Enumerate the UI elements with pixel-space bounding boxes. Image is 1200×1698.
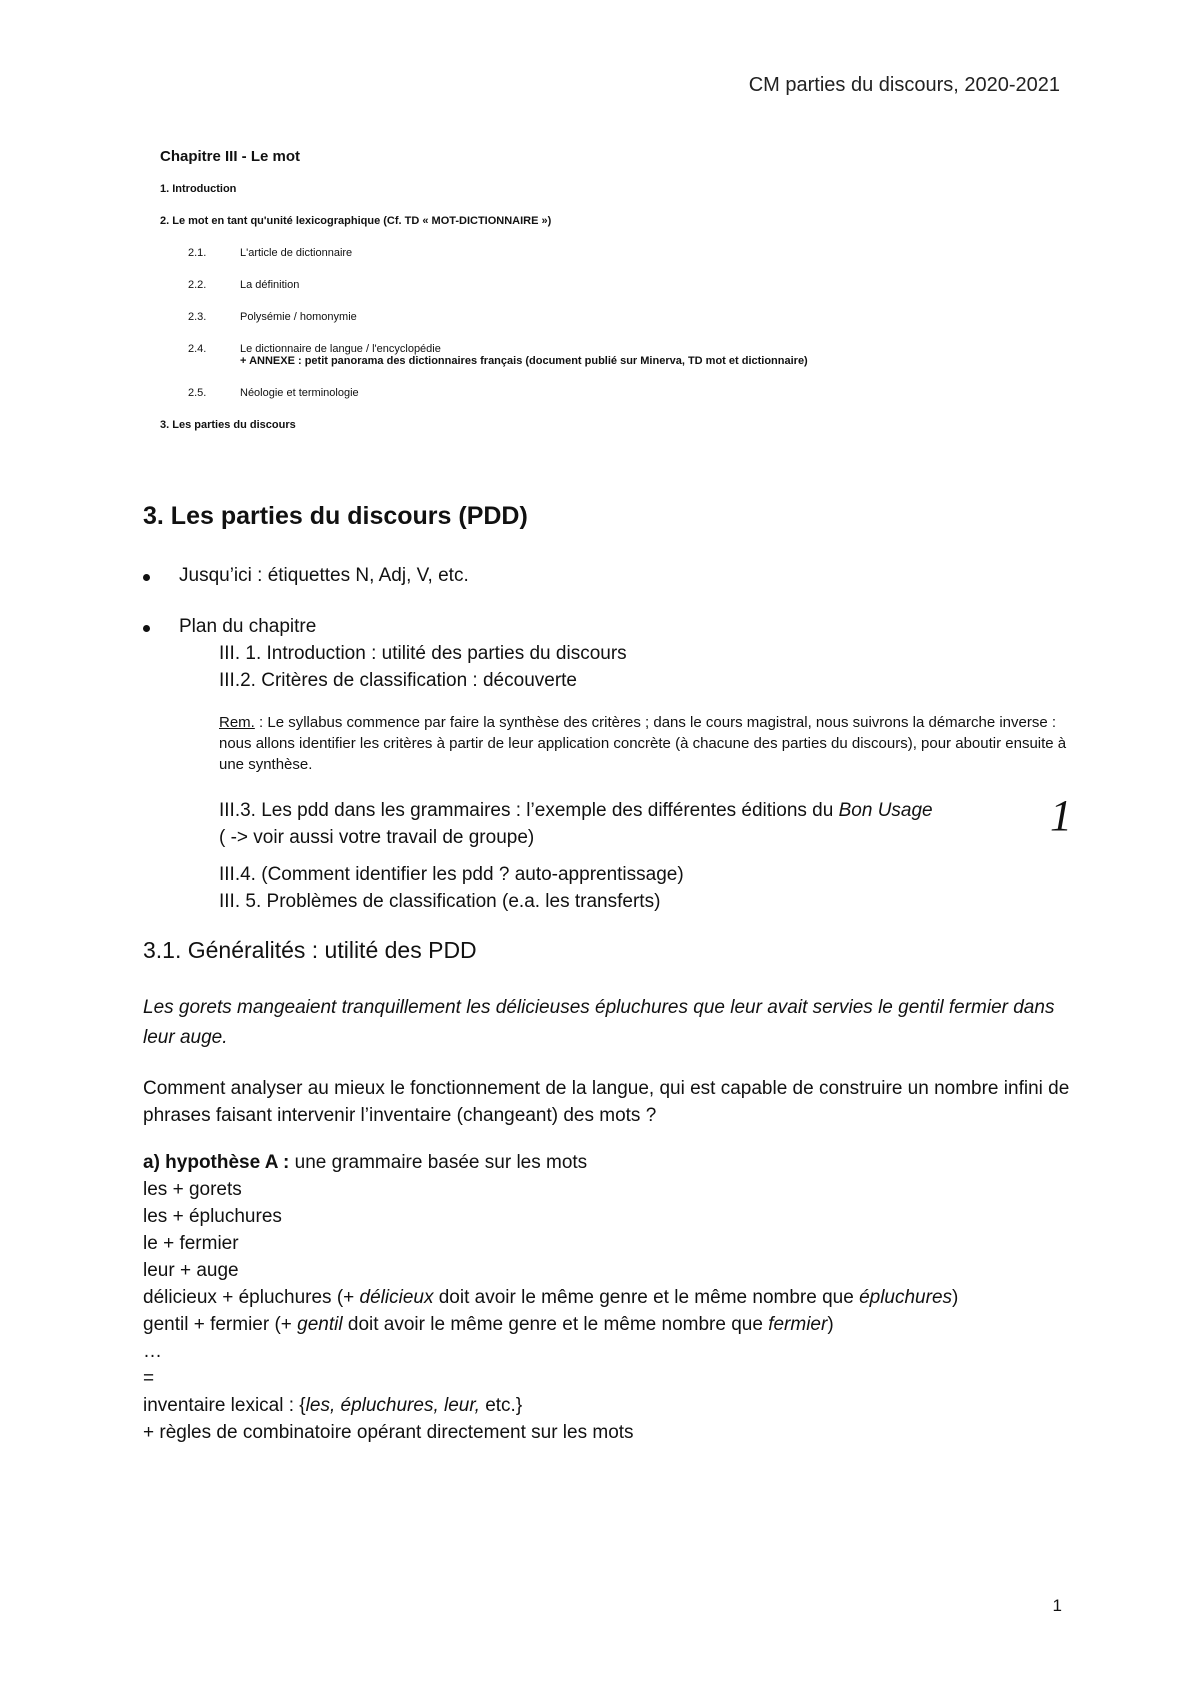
outline-item: 3. Les parties du discours xyxy=(160,419,296,431)
subsection-title: 3.1. Généralités : utilité des PDD xyxy=(143,937,477,963)
chapter-plan-continued xyxy=(143,797,1083,915)
chapter-outline xyxy=(160,148,860,451)
outline-subitem-number: 2.5. xyxy=(188,387,207,399)
outline-subitem-text xyxy=(240,343,860,367)
outline-subitem-number: 2.1. xyxy=(188,247,207,259)
chapter-plan xyxy=(143,640,1083,694)
outline-subitem xyxy=(160,247,860,259)
side-page-marker: 1 xyxy=(1050,791,1072,840)
bullet-icon xyxy=(143,613,179,640)
combination-line: délicieux + épluchures (+ délicieux doit avoir le même genre et le même nombre que épluchures) xyxy=(143,1287,959,1308)
outline-subitem-text: L'article de dictionnaire xyxy=(240,247,353,259)
remark-text: : Le syllabus commence par faire la synthèse des critères ; dans le cours magistral, nous suivrons la démarche inverse : nous allons identifier les critères à partir de leur application concrète (à chacune des parties du discours), pour aboutir ensuite à une synthèse. xyxy=(219,714,1067,773)
question-paragraph: Comment analyser au mieux le fonctionnement de la langue, qui est capable de construire un nombre infini de phrases faisant intervenir l’inventaire (changeant) des mots ? xyxy=(143,1078,1070,1126)
combination-line: le + fermier xyxy=(143,1233,239,1254)
outline-subitem-number: 2.2. xyxy=(188,279,207,291)
lexical-inventory: inventaire lexical : {les, épluchures, leur, etc.} xyxy=(143,1395,523,1416)
page-number: 1 xyxy=(1052,1596,1062,1615)
outline-subitem-text: La définition xyxy=(240,279,300,291)
outline-subitem xyxy=(160,279,860,291)
page-header: CM parties du discours, 2020-2021 xyxy=(748,74,1060,96)
outline-subitem-text: Polysémie / homonymie xyxy=(240,311,357,323)
outline-item: 1. Introduction xyxy=(160,183,237,195)
combination-line: gentil + fermier (+ gentil doit avoir le même genre et le même nombre que fermier) xyxy=(143,1314,834,1335)
example-sentence: Les gorets mangeaient tranquillement les délicieuses épluchures que leur avait servies le gentil fermier dans leur auge. xyxy=(143,997,1055,1048)
outline-item: 2. Le mot en tant qu'unité lexicographique (Cf. TD « MOT-DICTIONNAIRE ») xyxy=(160,215,552,227)
plan-item: III. 1. Introduction : utilité des parties du discours xyxy=(219,643,627,664)
bullet-text: Jusqu’ici : étiquettes N, Adj, V, etc. xyxy=(179,565,469,586)
bullet-icon xyxy=(143,562,179,589)
combination-rules: + règles de combinatoire opérant directement sur les mots xyxy=(143,1422,634,1443)
plan-item: ( -> voir aussi votre travail de groupe) xyxy=(219,827,535,848)
plan-item: III.4. (Comment identifier les pdd ? auto-apprentissage) xyxy=(219,864,684,885)
outline-subitem xyxy=(160,343,860,367)
plan-item xyxy=(219,797,1083,824)
plan-item: III. 5. Problèmes de classification (e.a. les transferts) xyxy=(219,891,661,912)
bullet-item xyxy=(143,562,1083,589)
combination-line: les + gorets xyxy=(143,1179,242,1200)
ellipsis: … xyxy=(143,1341,162,1362)
outline-subitem-number: 2.4. xyxy=(188,343,207,355)
plan-item-text: III.3. Les pdd dans les grammaires : l’exemple des différentes éditions du xyxy=(219,800,839,821)
combination-line: les + épluchures xyxy=(143,1206,282,1227)
main-content xyxy=(143,500,1083,1446)
outline-subitem-main: Le dictionnaire de langue / l'encyclopédie xyxy=(240,343,441,355)
equals-sign: = xyxy=(143,1368,155,1389)
combination-line: leur + auge xyxy=(143,1260,239,1281)
outline-subitem xyxy=(160,311,860,323)
section-title: 3. Les parties du discours (PDD) xyxy=(143,502,528,530)
remark-label: Rem. xyxy=(219,714,255,731)
outline-subitem-text: Néologie et terminologie xyxy=(240,387,359,399)
book-title: Bon Usage xyxy=(838,800,933,821)
hypothesis-a xyxy=(143,1149,1083,1446)
remark xyxy=(143,712,1083,775)
bullet-item xyxy=(143,613,1083,640)
plan-item: III.2. Critères de classification : découverte xyxy=(219,670,577,691)
outline-subitem-number: 2.3. xyxy=(188,311,207,323)
hypothesis-text: une grammaire basée sur les mots xyxy=(289,1152,588,1173)
hypothesis-label: a) hypothèse A : xyxy=(143,1152,290,1173)
bullet-text: Plan du chapitre xyxy=(179,616,317,637)
outline-title: Chapitre III - Le mot xyxy=(160,148,301,165)
outline-annex-note: + ANNEXE : petit panorama des dictionnaires français (document publié sur Minerva, TD mot et dictionnaire) xyxy=(240,355,808,367)
outline-subitem xyxy=(160,387,860,399)
